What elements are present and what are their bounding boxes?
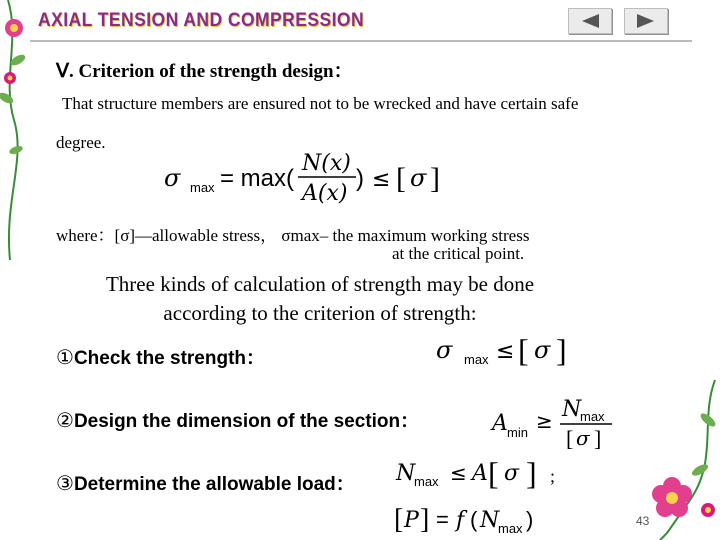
svg-text:max: max bbox=[580, 409, 605, 424]
svg-text:σ: σ bbox=[534, 336, 551, 364]
item-label: Determine the allowable load： bbox=[73, 474, 355, 495]
check-strength-formula bbox=[434, 328, 574, 370]
svg-text:= max(: = max( bbox=[220, 165, 295, 192]
svg-text:≥: ≥ bbox=[536, 409, 553, 433]
header-divider bbox=[30, 40, 692, 42]
svg-text:]: ] bbox=[526, 455, 537, 491]
svg-text:σ: σ bbox=[164, 164, 181, 192]
svg-text:[: [ bbox=[566, 426, 574, 451]
svg-text:A: A bbox=[472, 461, 488, 486]
slide-title: AXIAL TENSION AND COMPRESSION bbox=[38, 10, 365, 31]
svg-text:N: N bbox=[562, 397, 582, 422]
intro-line-1: Three kinds of calculation of strength may be done bbox=[105, 272, 535, 296]
item-label: Check the strength： bbox=[73, 348, 266, 369]
paragraph-line-2: degree. bbox=[56, 133, 106, 152]
svg-text:max: max bbox=[464, 352, 489, 367]
svg-text:N(x): N(x) bbox=[302, 151, 351, 176]
svg-text:≤: ≤ bbox=[450, 461, 467, 485]
paragraph-line-1: That structure members are ensured not to be wrecked and have certain safe bbox=[62, 94, 579, 113]
svg-text:N: N bbox=[480, 508, 500, 533]
svg-text:): ) bbox=[356, 165, 364, 192]
where-line-2: at the critical point. bbox=[392, 244, 525, 263]
svg-text:min: min bbox=[507, 425, 528, 440]
svg-text:max: max bbox=[498, 521, 523, 536]
svg-text:;: ; bbox=[550, 466, 556, 486]
triangle-left-icon bbox=[579, 13, 601, 29]
svg-text:[: [ bbox=[488, 455, 499, 491]
svg-text:max: max bbox=[414, 474, 439, 489]
allowable-load-formula-2 bbox=[392, 502, 562, 540]
svg-text:A: A bbox=[492, 411, 508, 436]
intro-paragraph bbox=[60, 270, 580, 328]
svg-text:]: ] bbox=[430, 162, 440, 195]
item-allowable-load bbox=[56, 469, 355, 496]
intro-line-2: according to the criterion of strength: bbox=[163, 301, 477, 325]
design-section-formula bbox=[490, 394, 620, 452]
next-slide-button[interactable] bbox=[624, 8, 668, 34]
item-number: ③ bbox=[56, 471, 74, 495]
svg-text:σ: σ bbox=[410, 164, 427, 192]
svg-text:N: N bbox=[396, 461, 416, 486]
svg-text:[: [ bbox=[394, 504, 404, 535]
svg-text:[: [ bbox=[396, 162, 406, 195]
page-number: 43 bbox=[636, 514, 650, 528]
strength-criterion-formula bbox=[160, 148, 450, 212]
svg-text:A(x): A(x) bbox=[302, 181, 348, 206]
allowable-load-formula-1 bbox=[394, 452, 564, 494]
svg-text:f: f bbox=[456, 508, 465, 533]
svg-text:]: ] bbox=[556, 332, 567, 368]
svg-text:=: = bbox=[436, 507, 449, 532]
svg-text:≤: ≤ bbox=[372, 167, 391, 192]
triangle-right-icon bbox=[635, 13, 657, 29]
where-line-1: where：[σ]—allowable stress， σmax– the maximum working stress bbox=[56, 226, 530, 245]
item-number: ② bbox=[56, 408, 74, 432]
svg-text:P: P bbox=[404, 508, 419, 533]
svg-text:≤: ≤ bbox=[496, 339, 515, 364]
svg-text:σ: σ bbox=[436, 336, 453, 364]
item-label: Design the dimension of the section： bbox=[73, 411, 420, 432]
svg-text:max: max bbox=[190, 180, 215, 195]
svg-text:σ: σ bbox=[576, 426, 590, 450]
floral-vine-decoration-left bbox=[0, 0, 60, 540]
svg-text:): ) bbox=[526, 507, 534, 532]
svg-text:(: ( bbox=[470, 507, 478, 532]
svg-text:[: [ bbox=[518, 332, 529, 368]
item-number: ① bbox=[56, 345, 74, 369]
svg-text:]: ] bbox=[420, 504, 430, 535]
previous-slide-button[interactable] bbox=[568, 8, 612, 34]
svg-text:σ: σ bbox=[504, 461, 520, 486]
section-heading: Ⅴ. Criterion of the strength design： bbox=[56, 61, 353, 82]
svg-text:]: ] bbox=[594, 426, 602, 451]
item-check-strength bbox=[56, 343, 265, 370]
item-design-section bbox=[56, 406, 419, 433]
